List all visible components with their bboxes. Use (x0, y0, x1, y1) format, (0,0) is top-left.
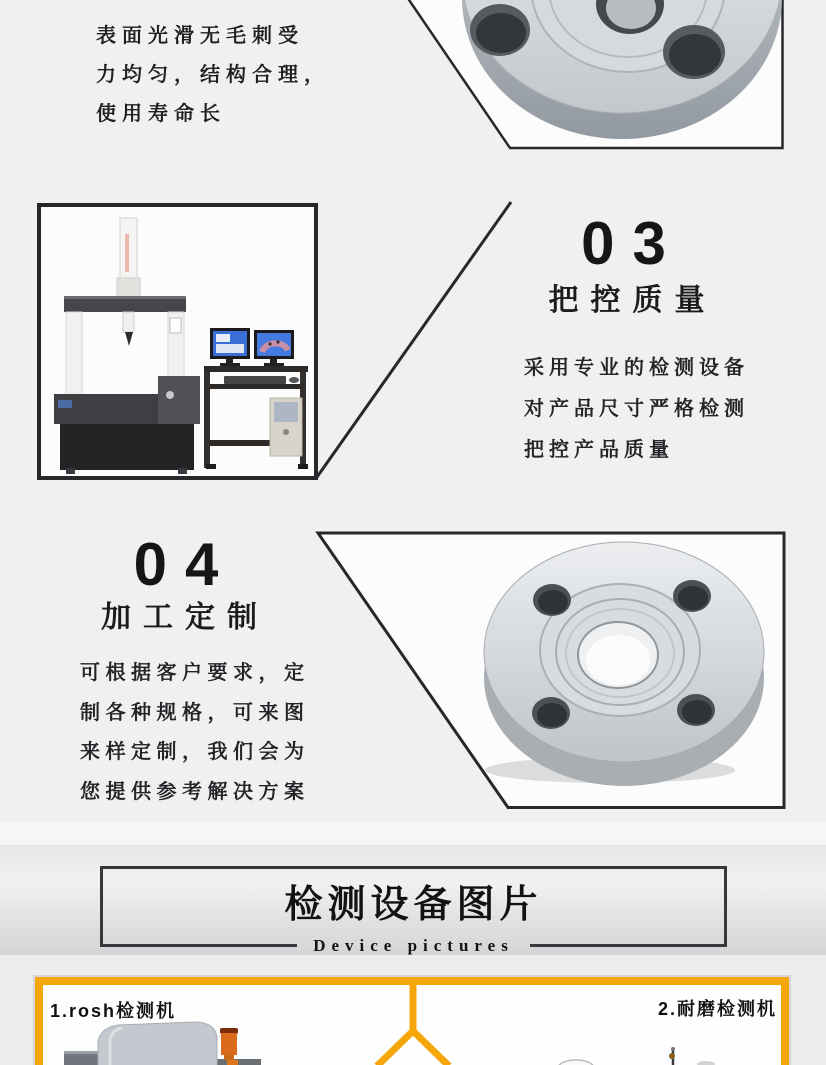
device-section-title-cn: 检测设备图片 (284, 884, 543, 926)
section-03-number: 03 (581, 210, 684, 277)
device-pictures-panel (35, 977, 789, 1065)
band-top-strip (0, 822, 826, 845)
section-04-number: 04 (133, 531, 237, 598)
section-04-title: 加工定制 (101, 601, 269, 634)
title-box-bottom-line-right (530, 944, 727, 947)
top-feature-line: 表面光滑无毛刺受 (96, 25, 304, 47)
top-feature-line: 力均匀，结构合理， (96, 64, 330, 86)
title-box-bottom-line-left (100, 944, 297, 947)
panel-divider (377, 985, 449, 1065)
section-04-line: 您提供参考解决方案 (80, 780, 310, 803)
section-04-line: 可根据客户要求，定 (80, 662, 310, 684)
section-03-line: 采用专业的检测设备 (524, 357, 749, 379)
cmm-machine-image (30, 196, 525, 488)
section-03-line: 对产品尺寸严格检测 (524, 398, 749, 420)
section-04-line: 来样定制，我们会为 (80, 741, 310, 763)
section-04-text (80, 654, 310, 812)
section-03-title: 把控质量 (548, 284, 717, 317)
device-label-2: 2.耐磨检测机 (657, 999, 777, 1019)
device-section-title-en: Device pictures (313, 936, 514, 955)
section-03-line: 把控产品质量 (524, 439, 674, 461)
top-feature-text (96, 17, 330, 134)
top-feature-line: 使用寿命长 (96, 103, 226, 125)
wear-tester-image (558, 1047, 715, 1065)
flange-product-image (305, 528, 800, 818)
section-03-text (524, 348, 749, 471)
rosh-tester-image (64, 1022, 261, 1065)
device-label-1: 1.rosh检测机 (50, 1001, 177, 1021)
section-04-line: 制各种规格，可来图 (80, 701, 310, 724)
